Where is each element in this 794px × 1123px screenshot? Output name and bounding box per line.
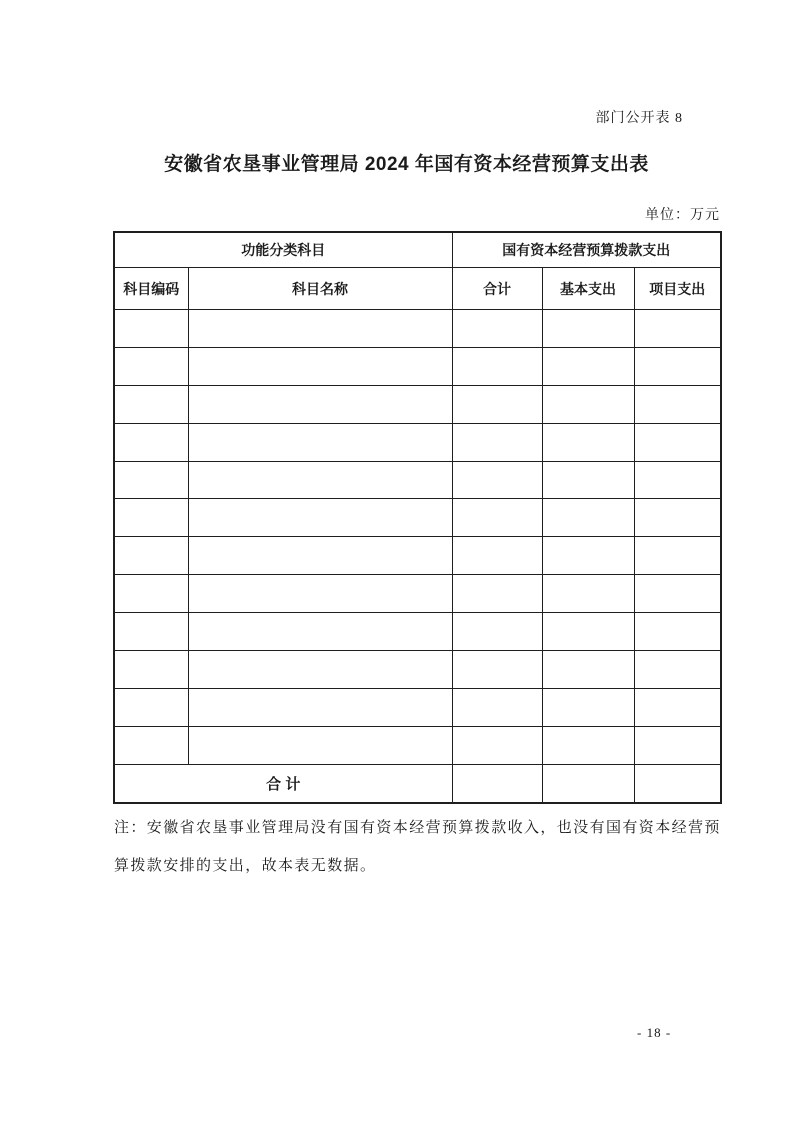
empty-cell — [188, 537, 452, 575]
empty-cell — [188, 575, 452, 613]
empty-cell — [114, 310, 188, 348]
empty-data-row — [114, 310, 721, 348]
empty-cell — [452, 347, 542, 385]
empty-cell — [542, 726, 634, 764]
empty-cell — [634, 726, 721, 764]
empty-cell — [188, 726, 452, 764]
empty-data-row — [114, 537, 721, 575]
empty-data-row — [114, 499, 721, 537]
empty-cell — [114, 726, 188, 764]
total-value-basic — [542, 764, 634, 803]
empty-data-row — [114, 688, 721, 726]
empty-cell — [542, 385, 634, 423]
table-header — [114, 232, 721, 310]
footnote — [114, 809, 754, 885]
empty-cell — [542, 651, 634, 689]
total-row — [114, 764, 721, 803]
page-number: - 18 - — [637, 1025, 672, 1040]
empty-cell — [634, 537, 721, 575]
empty-cell — [188, 499, 452, 537]
empty-cell — [188, 613, 452, 651]
empty-data-row — [114, 613, 721, 651]
empty-data-row — [114, 575, 721, 613]
empty-cell — [188, 688, 452, 726]
empty-cell — [114, 537, 188, 575]
empty-cell — [452, 461, 542, 499]
col-header-total: 合计 — [452, 268, 542, 310]
empty-cell — [452, 613, 542, 651]
empty-cell — [114, 651, 188, 689]
empty-cell — [114, 347, 188, 385]
page-title: 安徽省农垦事业管理局 2024 年国有资本经营预算支出表 — [164, 154, 649, 175]
empty-data-row — [114, 726, 721, 764]
footnote-line-2: 算拨款安排的支出，故本表无数据。 — [114, 858, 377, 874]
doc-label: 部门公开表 8 — [595, 111, 683, 126]
empty-cell — [452, 575, 542, 613]
empty-cell — [634, 461, 721, 499]
total-value-project — [634, 764, 721, 803]
empty-cell — [452, 726, 542, 764]
empty-cell — [188, 423, 452, 461]
empty-data-row — [114, 347, 721, 385]
total-value-total — [452, 764, 542, 803]
empty-cell — [452, 423, 542, 461]
empty-cell — [634, 613, 721, 651]
empty-cell — [634, 310, 721, 348]
footnote-line-1: 注：安徽省农垦事业管理局没有国有资本经营预算拨款收入，也没有国有资本经营预 — [114, 820, 721, 836]
empty-cell — [634, 688, 721, 726]
unit-label: 单位：万元 — [645, 208, 720, 223]
empty-cell — [542, 347, 634, 385]
empty-cell — [188, 310, 452, 348]
empty-cell — [542, 461, 634, 499]
group-header-function-classification: 功能分类科目 — [114, 232, 452, 268]
group-header-row — [114, 232, 721, 268]
empty-data-row — [114, 461, 721, 499]
budget-table — [113, 231, 722, 804]
empty-data-row — [114, 651, 721, 689]
empty-cell — [452, 310, 542, 348]
col-header-project-expenditure: 项目支出 — [634, 268, 721, 310]
empty-cell — [542, 499, 634, 537]
total-row-label: 合 计 — [114, 764, 452, 803]
empty-cell — [634, 575, 721, 613]
empty-cell — [114, 499, 188, 537]
col-header-basic-expenditure: 基本支出 — [542, 268, 634, 310]
empty-cell — [188, 347, 452, 385]
empty-cell — [634, 499, 721, 537]
empty-cell — [188, 461, 452, 499]
table-footer — [114, 764, 721, 803]
empty-cell — [542, 537, 634, 575]
empty-cell — [542, 575, 634, 613]
empty-cell — [634, 651, 721, 689]
empty-cell — [634, 423, 721, 461]
empty-cell — [452, 499, 542, 537]
empty-cell — [542, 688, 634, 726]
empty-cell — [634, 385, 721, 423]
empty-cell — [452, 688, 542, 726]
empty-cell — [542, 310, 634, 348]
empty-data-row — [114, 385, 721, 423]
empty-cell — [114, 423, 188, 461]
group-header-state-capital-expenditure: 国有资本经营预算拨款支出 — [452, 232, 721, 268]
col-header-subject-code: 科目编码 — [114, 268, 188, 310]
empty-cell — [452, 651, 542, 689]
column-header-row — [114, 268, 721, 310]
empty-cell — [452, 385, 542, 423]
empty-cell — [188, 385, 452, 423]
empty-cell — [114, 385, 188, 423]
empty-cell — [542, 423, 634, 461]
empty-cell — [114, 613, 188, 651]
col-header-subject-name: 科目名称 — [188, 268, 452, 310]
empty-cell — [188, 651, 452, 689]
table-body — [114, 310, 721, 765]
empty-cell — [634, 347, 721, 385]
empty-cell — [542, 613, 634, 651]
empty-cell — [114, 688, 188, 726]
empty-cell — [114, 575, 188, 613]
empty-cell — [114, 461, 188, 499]
empty-cell — [452, 537, 542, 575]
empty-data-row — [114, 423, 721, 461]
